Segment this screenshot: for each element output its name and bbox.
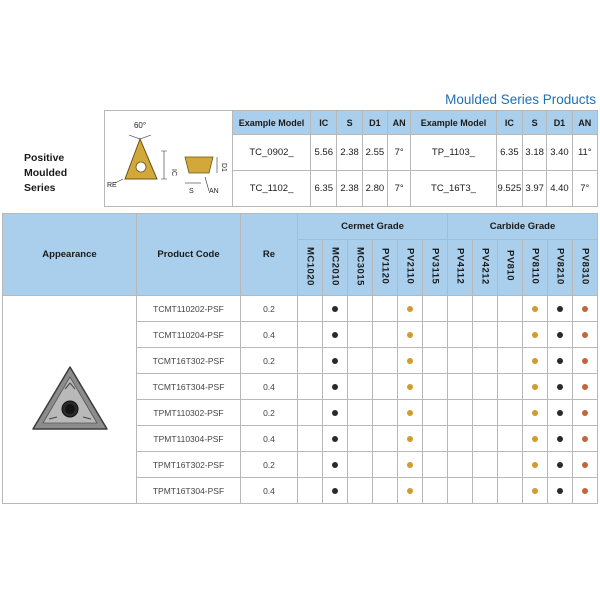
grade-cell (323, 374, 348, 400)
grade-cell (348, 478, 373, 504)
spec-header-cell: S (337, 111, 362, 135)
copper-dot-icon (582, 384, 588, 390)
side-view-insert-icon (185, 157, 213, 173)
side-label-line: Moulded (24, 167, 68, 179)
spec-cell: 3.18 (523, 135, 547, 171)
black-dot-icon (332, 384, 338, 390)
grade-cell (423, 400, 448, 426)
ic-dimension-line (161, 151, 167, 179)
re-cell: 0.2 (241, 452, 298, 478)
grade-cell (473, 452, 498, 478)
ic-label: IC (170, 169, 177, 176)
spec-cell: 5.56 (311, 135, 337, 171)
grade-cell (423, 452, 448, 478)
spec-cell: 7° (572, 171, 597, 207)
gold-dot-icon (532, 462, 538, 468)
spec-cell: 7° (388, 171, 411, 207)
gold-dot-icon (407, 358, 413, 364)
copper-dot-icon (582, 436, 588, 442)
grade-cell (373, 322, 398, 348)
spec-row (233, 135, 598, 171)
copper-dot-icon (582, 410, 588, 416)
insert-dimension-diagram (104, 110, 232, 207)
spec-table (232, 110, 598, 207)
grade-cell (448, 478, 473, 504)
grade-cell (373, 374, 398, 400)
copper-dot-icon (582, 462, 588, 468)
grade-label: PV8210 (554, 247, 566, 285)
grade-cell (498, 348, 523, 374)
grade-cell (448, 400, 473, 426)
gold-dot-icon (407, 462, 413, 468)
grade-header-cell (323, 240, 348, 296)
grade-cell (498, 452, 523, 478)
spec-cell: 9.525 (496, 171, 522, 207)
product-code-cell: TPMT16T302-PSF (137, 452, 241, 478)
spec-header-cell: IC (311, 111, 337, 135)
gold-dot-icon (532, 436, 538, 442)
black-dot-icon (557, 462, 563, 468)
grade-cell (473, 374, 498, 400)
spec-header-cell: AN (388, 111, 411, 135)
black-dot-icon (332, 462, 338, 468)
re-cell: 0.4 (241, 322, 298, 348)
spec-header-cell: S (523, 111, 547, 135)
grade-cell (523, 296, 548, 322)
black-dot-icon (557, 488, 563, 494)
gold-dot-icon (532, 384, 538, 390)
black-dot-icon (332, 306, 338, 312)
grade-cell (323, 452, 348, 478)
grade-label: PV8110 (529, 247, 541, 285)
cermet-grade-header: Cermet Grade (298, 214, 448, 240)
grade-cell (423, 296, 448, 322)
grade-cell (523, 348, 548, 374)
spec-cell: 3.97 (523, 171, 547, 207)
grade-cell (548, 400, 573, 426)
grade-cell (323, 348, 348, 374)
spec-header-row (233, 111, 598, 135)
black-dot-icon (557, 306, 563, 312)
grade-cell (548, 452, 573, 478)
grade-cell (523, 426, 548, 452)
grade-cell (523, 322, 548, 348)
grade-cell (573, 296, 598, 322)
grade-cell (548, 478, 573, 504)
grade-cell (323, 426, 348, 452)
grade-cell (473, 426, 498, 452)
grade-cell (348, 400, 373, 426)
gold-dot-icon (407, 436, 413, 442)
grade-cell (498, 400, 523, 426)
grade-cell (573, 322, 598, 348)
grade-label: PV4112 (454, 247, 466, 285)
product-code-cell: TPMT16T304-PSF (137, 478, 241, 504)
product-code-cell: TCMT110202-PSF (137, 296, 241, 322)
copper-dot-icon (582, 332, 588, 338)
re-cell: 0.2 (241, 348, 298, 374)
grade-cell (373, 348, 398, 374)
grade-cell (348, 322, 373, 348)
grade-cell (573, 478, 598, 504)
product-table (2, 213, 598, 504)
spec-cell: 2.38 (337, 171, 362, 207)
d1-label: D1 (220, 163, 227, 172)
spec-header-cell: Example Model (411, 111, 496, 135)
grade-label: MC3015 (354, 246, 366, 286)
black-dot-icon (557, 410, 563, 416)
gold-dot-icon (532, 306, 538, 312)
grade-cell (448, 426, 473, 452)
grade-cell (398, 296, 423, 322)
spec-header-cell: D1 (547, 111, 572, 135)
black-dot-icon (332, 410, 338, 416)
spec-cell: 3.40 (547, 135, 572, 171)
grade-header-cell (473, 240, 498, 296)
grade-cell (398, 400, 423, 426)
series-title: Moulded Series Products (445, 92, 596, 107)
grade-label: PV8310 (579, 247, 591, 285)
spec-cell: 6.35 (496, 135, 522, 171)
grade-cell (348, 452, 373, 478)
product-code-header: Product Code (137, 214, 241, 296)
black-dot-icon (332, 436, 338, 442)
grade-cell (448, 374, 473, 400)
grade-cell (498, 374, 523, 400)
re-header: Re (241, 214, 298, 296)
grade-cell (448, 452, 473, 478)
grade-cell (423, 478, 448, 504)
re-cell: 0.2 (241, 400, 298, 426)
grade-cell (523, 478, 548, 504)
grade-cell (323, 322, 348, 348)
table-row (3, 296, 598, 322)
black-dot-icon (332, 488, 338, 494)
grade-label: PV810 (504, 250, 516, 282)
gold-dot-icon (407, 306, 413, 312)
grade-cell (298, 426, 323, 452)
gold-dot-icon (532, 488, 538, 494)
grade-cell (298, 400, 323, 426)
grade-cell (298, 322, 323, 348)
grade-header-cell (523, 240, 548, 296)
spec-cell: 2.80 (362, 171, 387, 207)
grade-header-cell (423, 240, 448, 296)
appearance-cell (3, 296, 137, 504)
grade-label: PV3115 (429, 247, 441, 285)
grade-cell (573, 426, 598, 452)
grade-cell (573, 400, 598, 426)
grade-cell (473, 296, 498, 322)
grade-cell (373, 426, 398, 452)
grade-cell (398, 374, 423, 400)
group-header-row (3, 214, 598, 240)
angle-label: 60° (133, 121, 147, 130)
grade-cell (448, 296, 473, 322)
black-dot-icon (557, 436, 563, 442)
center-hole-icon (136, 162, 146, 172)
grade-cell (398, 322, 423, 348)
gold-dot-icon (407, 410, 413, 416)
grade-cell (423, 426, 448, 452)
copper-dot-icon (582, 306, 588, 312)
product-code-cell: TPMT110302-PSF (137, 400, 241, 426)
re-cell: 0.2 (241, 296, 298, 322)
grade-cell (548, 426, 573, 452)
grade-cell (548, 322, 573, 348)
spec-header-cell: Example Model (233, 111, 311, 135)
gold-dot-icon (532, 410, 538, 416)
product-code-cell: TCMT110204-PSF (137, 322, 241, 348)
re-cell: 0.4 (241, 426, 298, 452)
grade-cell (323, 478, 348, 504)
spec-cell: 6.35 (311, 171, 337, 207)
re-cell: 0.4 (241, 374, 298, 400)
grade-cell (498, 296, 523, 322)
grade-label: PV2110 (404, 247, 416, 285)
grade-cell (323, 296, 348, 322)
spec-header-cell: IC (496, 111, 522, 135)
black-dot-icon (332, 358, 338, 364)
grade-cell (473, 478, 498, 504)
grade-cell (498, 426, 523, 452)
side-label-line: Positive (24, 152, 65, 164)
grade-cell (548, 296, 573, 322)
spec-header-cell: D1 (362, 111, 387, 135)
grade-cell (298, 296, 323, 322)
grade-cell (498, 478, 523, 504)
re-cell: 0.4 (241, 478, 298, 504)
spec-cell: 2.55 (362, 135, 387, 171)
product-code-cell: TCMT16T304-PSF (137, 374, 241, 400)
spec-header-cell: AN (572, 111, 597, 135)
grade-header-cell (498, 240, 523, 296)
grade-cell (373, 296, 398, 322)
grade-cell (423, 348, 448, 374)
grade-cell (573, 348, 598, 374)
black-dot-icon (557, 384, 563, 390)
copper-dot-icon (582, 488, 588, 494)
grade-cell (573, 452, 598, 478)
carbide-grade-header: Carbide Grade (448, 214, 598, 240)
spec-cell: 11° (572, 135, 597, 171)
grade-cell (398, 426, 423, 452)
grade-cell (573, 374, 598, 400)
grade-cell (548, 348, 573, 374)
re-label: RE (107, 182, 117, 189)
insert-diagram-svg (105, 111, 233, 208)
gold-dot-icon (407, 384, 413, 390)
grade-cell (473, 348, 498, 374)
appearance-header: Appearance (3, 214, 137, 296)
grade-cell (323, 400, 348, 426)
spec-row (233, 171, 598, 207)
grade-cell (298, 478, 323, 504)
grade-cell (348, 374, 373, 400)
black-dot-icon (557, 358, 563, 364)
grade-cell (348, 296, 373, 322)
grade-cell (398, 452, 423, 478)
product-code-cell: TCMT16T302-PSF (137, 348, 241, 374)
grade-header-cell (348, 240, 373, 296)
spec-cell: 7° (388, 135, 411, 171)
grade-header-cell (373, 240, 398, 296)
grade-cell (373, 452, 398, 478)
grade-header-cell (298, 240, 323, 296)
grade-label: PV4212 (479, 247, 491, 285)
black-dot-icon (557, 332, 563, 338)
gold-dot-icon (532, 358, 538, 364)
spec-cell: TC_0902_ (233, 135, 311, 171)
grade-cell (298, 374, 323, 400)
grade-cell (348, 348, 373, 374)
grade-cell (498, 322, 523, 348)
grade-label: MC1020 (304, 246, 316, 286)
grade-cell (348, 426, 373, 452)
gold-dot-icon (407, 332, 413, 338)
grade-cell (373, 400, 398, 426)
grade-cell (398, 348, 423, 374)
grade-cell (398, 478, 423, 504)
grade-cell (548, 374, 573, 400)
spec-cell: 4.40 (547, 171, 572, 207)
grade-label: MC2010 (329, 246, 341, 286)
black-dot-icon (332, 332, 338, 338)
grade-cell (373, 478, 398, 504)
grade-header-cell (573, 240, 598, 296)
grade-label: PV1120 (379, 247, 391, 285)
grade-cell (423, 374, 448, 400)
grade-cell (523, 400, 548, 426)
product-code-cell: TPMT110304-PSF (137, 426, 241, 452)
spec-cell: TC_1102_ (233, 171, 311, 207)
grade-cell (473, 322, 498, 348)
copper-dot-icon (582, 358, 588, 364)
spec-cell: TC_16T3_ (411, 171, 496, 207)
product-table-body (3, 296, 598, 504)
s-label: S (189, 188, 194, 195)
grade-cell (473, 400, 498, 426)
grade-cell (423, 322, 448, 348)
triangle-insert-image (25, 359, 115, 439)
side-label (24, 151, 104, 196)
gold-dot-icon (532, 332, 538, 338)
grade-cell (298, 348, 323, 374)
spec-cell: TP_1103_ (411, 135, 496, 171)
grade-header-cell (398, 240, 423, 296)
grade-cell (523, 374, 548, 400)
side-label-line: Series (24, 182, 56, 194)
grade-cell (448, 348, 473, 374)
triangle-insert-icon (125, 139, 157, 179)
gold-dot-icon (407, 488, 413, 494)
an-label: AN (209, 188, 219, 195)
grade-header-cell (548, 240, 573, 296)
grade-cell (523, 452, 548, 478)
spec-cell: 2.38 (337, 135, 362, 171)
grade-cell (298, 452, 323, 478)
grade-header-cell (448, 240, 473, 296)
grade-cell (448, 322, 473, 348)
